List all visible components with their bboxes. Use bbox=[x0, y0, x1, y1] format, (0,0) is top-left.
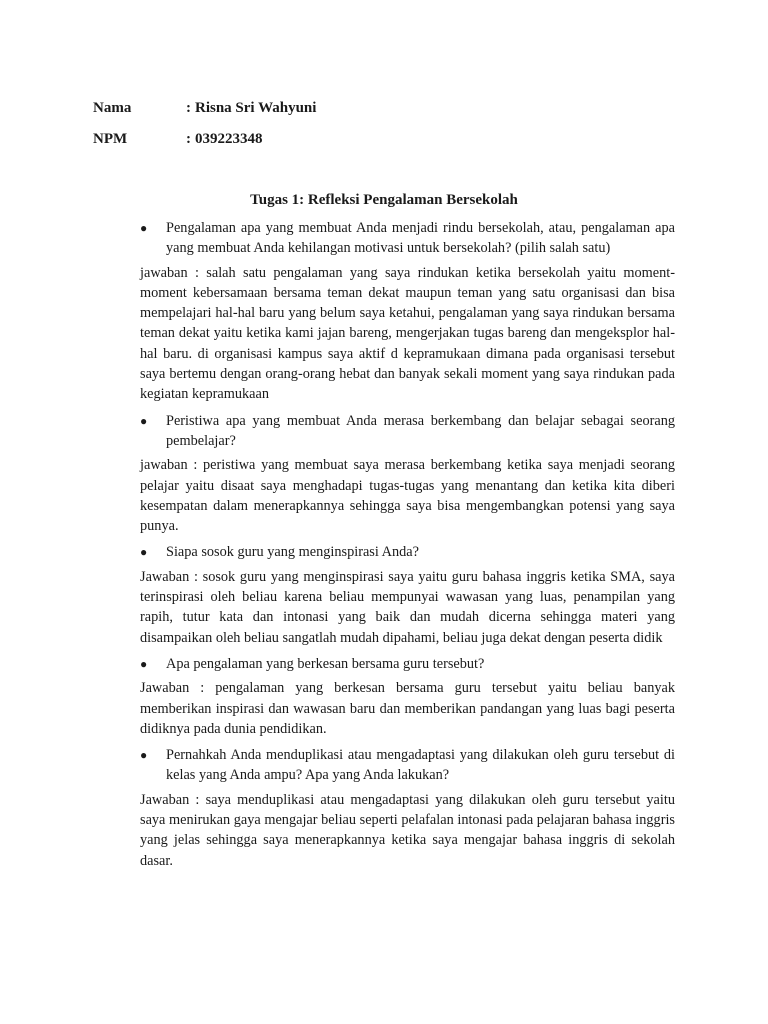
bullet-icon: ● bbox=[140, 221, 148, 235]
document-title: Tugas 1: Refleksi Pengalaman Bersekolah bbox=[250, 192, 518, 208]
question-5 bbox=[140, 745, 675, 786]
npm-row bbox=[93, 128, 316, 159]
name-row bbox=[93, 97, 316, 128]
npm-separator: : bbox=[186, 131, 191, 147]
answer-3: Jawaban : sosok guru yang menginspirasi saya yaitu guru bahasa inggris ketika SMA, saya terinspirasi oleh beliau karena beliau mempunyai wawasan yang luas, penampilan yang rapih, tutur kata dan intonasi yang baik dan mudah dicerna sehingga materi yang disampaikan oleh beliau sangatlah mudah dipahami, beliau juga dekat dengan peserta didik bbox=[140, 568, 675, 646]
answer-1: jawaban : salah satu pengalaman yang saya rindukan ketika bersekolah yaitu moment-moment kebersamaan bersama teman dekat maupun teman yang satu organisasi dan bisa mempelajari hal-hal baru yang belum saya ketahui, pengalaman yang saya rindukan bersama teman dekat yaitu ketika kami jajan bareng, mengerjakan tugas bareng dan mengeksplor hal-hal baru. di organisasi kampus saya aktif d kepramukaan dimana pada organisasi tersebut saya bertemu dengan orang-orang hebat dan banyak sekali moment yang saya rindukan pada kegiatan kepramukaan bbox=[140, 264, 675, 403]
npm-value: 039223348 bbox=[195, 131, 263, 147]
bullet-icon: ● bbox=[140, 748, 148, 763]
question-4 bbox=[140, 654, 675, 674]
question-text: Apa pengalaman yang berkesan bersama guru tersebut? bbox=[166, 655, 485, 672]
question-text: Peristiwa apa yang membuat Anda merasa berkembang dan belajar sebagai seorang pembelajar? bbox=[166, 412, 675, 449]
question-text: Pengalaman apa yang membuat Anda menjadi rindu bersekolah, atau, pengalaman apa yang membuat Anda kehilangan motivasi untuk bersekolah? (pilih salah satu) bbox=[166, 220, 675, 257]
bullet-icon: ● bbox=[140, 545, 148, 560]
answer-4: Jawaban : pengalaman yang berkesan bersama guru tersebut yaitu beliau banyak memberikan inspirasi dan wawasan baru dan memberikan pandangan yang luas bagi peserta didiknya pada dunia pendidikan. bbox=[140, 680, 675, 737]
name-label: Nama bbox=[93, 100, 132, 116]
answer-2: jawaban : peristiwa yang membuat saya merasa berkembang ketika saya menjadi seorang pelajar yaitu disaat saya menghadapi tugas-tugas yang menantang dan ketika kita diberi kesempatan dalam menerapkannya sehingga saya bisa mengembangkan potensi yang saya punya. bbox=[140, 457, 675, 535]
student-info bbox=[93, 97, 316, 159]
npm-label: NPM bbox=[93, 131, 128, 147]
question-2 bbox=[140, 411, 675, 452]
qa-content bbox=[140, 218, 675, 877]
bullet-icon: ● bbox=[140, 413, 148, 428]
name-value: Risna Sri Wahyuni bbox=[195, 100, 317, 116]
question-3 bbox=[140, 542, 675, 562]
name-separator: : bbox=[186, 100, 191, 116]
bullet-icon: ● bbox=[140, 656, 148, 671]
question-text: Pernahkah Anda menduplikasi atau mengadaptasi yang dilakukan oleh guru tersebut di kelas yang Anda ampu? Apa yang Anda lakukan? bbox=[166, 747, 675, 784]
question-text: Siapa sosok guru yang menginspirasi Anda? bbox=[166, 544, 419, 561]
answer-5: Jawaban : saya menduplikasi atau mengadaptasi yang dilakukan oleh guru tersebut yaitu saya menirukan gaya mengajar beliau seperti pelafalan intonasi pada pelajaran bahasa inggris yang jelas sehingga saya menerapkannya ketika saya mengajar bahasa inggris di sekolah dasar. bbox=[140, 791, 675, 869]
question-1 bbox=[140, 218, 675, 259]
